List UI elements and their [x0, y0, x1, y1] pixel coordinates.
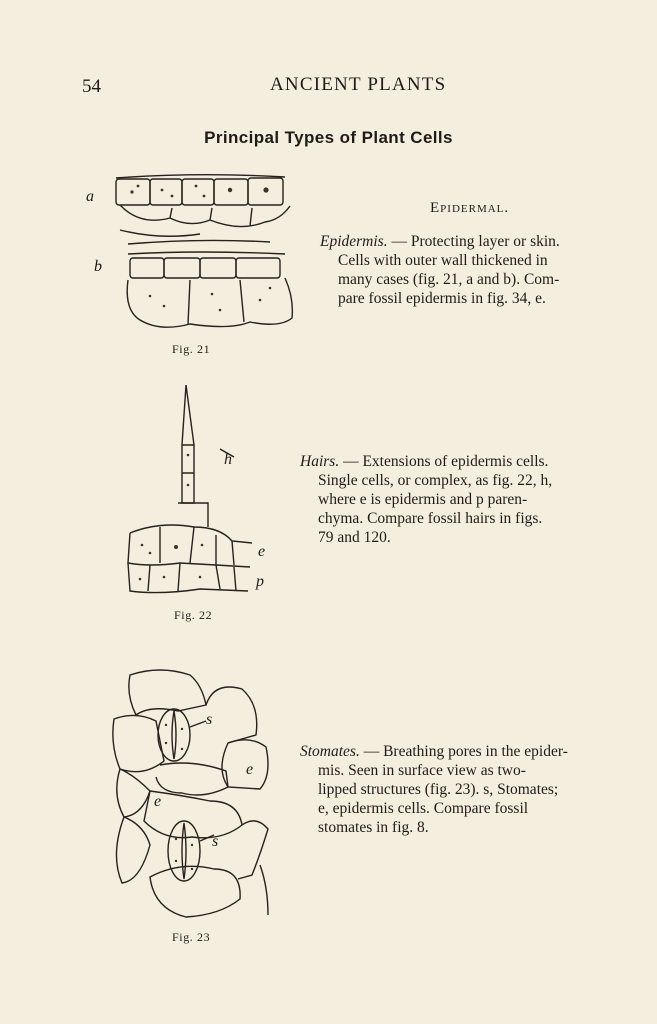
entry-hairs-line-1: Single cells, or complex, as fig. 22, h,: [318, 472, 553, 489]
figure-23-drawing: [110, 665, 280, 925]
entry-hairs: [300, 452, 552, 547]
entry-epidermis-line-2: many cases (fig. 21, a and b). Com-: [338, 271, 560, 288]
entry-epidermis: [320, 232, 560, 308]
figure-21-label-a: a: [86, 188, 94, 205]
entry-hairs-term: Hairs.: [300, 453, 340, 470]
figure-23-label-e-2: e: [154, 793, 162, 810]
page-number: 54: [82, 76, 101, 97]
entry-epidermis-term: Epidermis.: [320, 233, 388, 250]
figure-22: [120, 385, 280, 600]
figure-22-caption: Fig. 22: [174, 608, 213, 622]
figure-23-label-s-2: s: [212, 833, 219, 850]
figure-23-caption: Fig. 23: [172, 930, 211, 944]
entry-stomates-definition: — Breathing pores in the epider-: [359, 743, 568, 760]
figure-21-caption: Fig. 21: [172, 342, 211, 356]
entry-hairs-line-2: where e is epidermis and p paren-: [318, 491, 528, 508]
entry-epidermis-definition: — Protecting layer or skin.: [387, 233, 560, 250]
entry-epidermis-line-1: Cells with outer wall thickened in: [338, 252, 548, 269]
figure-22-label-h: h: [224, 451, 232, 468]
entry-stomates-line-1: mis. Seen in surface view as two-: [318, 762, 526, 779]
figure-22-drawing: [120, 385, 280, 600]
section-heading: Epidermal.: [430, 200, 510, 216]
figure-21: [80, 170, 310, 345]
figure-23-label-s-1: s: [206, 711, 213, 728]
figure-23-label-e-1: e: [246, 761, 254, 778]
entry-hairs-line-4: 79 and 120.: [318, 529, 391, 546]
entry-hairs-definition: — Extensions of epidermis cells.: [339, 453, 549, 470]
entry-epidermis-line-3: pare fossil epidermis in fig. 34, e.: [338, 290, 546, 307]
entry-stomates-term: Stomates.: [300, 743, 360, 760]
figure-21-label-b: b: [94, 258, 102, 275]
figure-21-drawing: [80, 170, 310, 345]
figure-23: [110, 665, 280, 925]
figure-22-label-p: p: [256, 573, 264, 590]
figure-22-label-e: e: [258, 543, 266, 560]
entry-hairs-line-3: chyma. Compare fossil hairs in figs.: [318, 510, 543, 527]
entry-stomates-line-2: lipped structures (fig. 23). s, Stomates;: [318, 781, 559, 798]
running-head: ANCIENT PLANTS: [270, 74, 447, 95]
entry-stomates-line-3: e, epidermis cells. Compare fossil: [318, 800, 529, 817]
entry-stomates: [300, 742, 568, 837]
entry-stomates-line-4: stomates in fig. 8.: [318, 819, 429, 836]
page-title: Principal Types of Plant Cells: [204, 128, 453, 147]
